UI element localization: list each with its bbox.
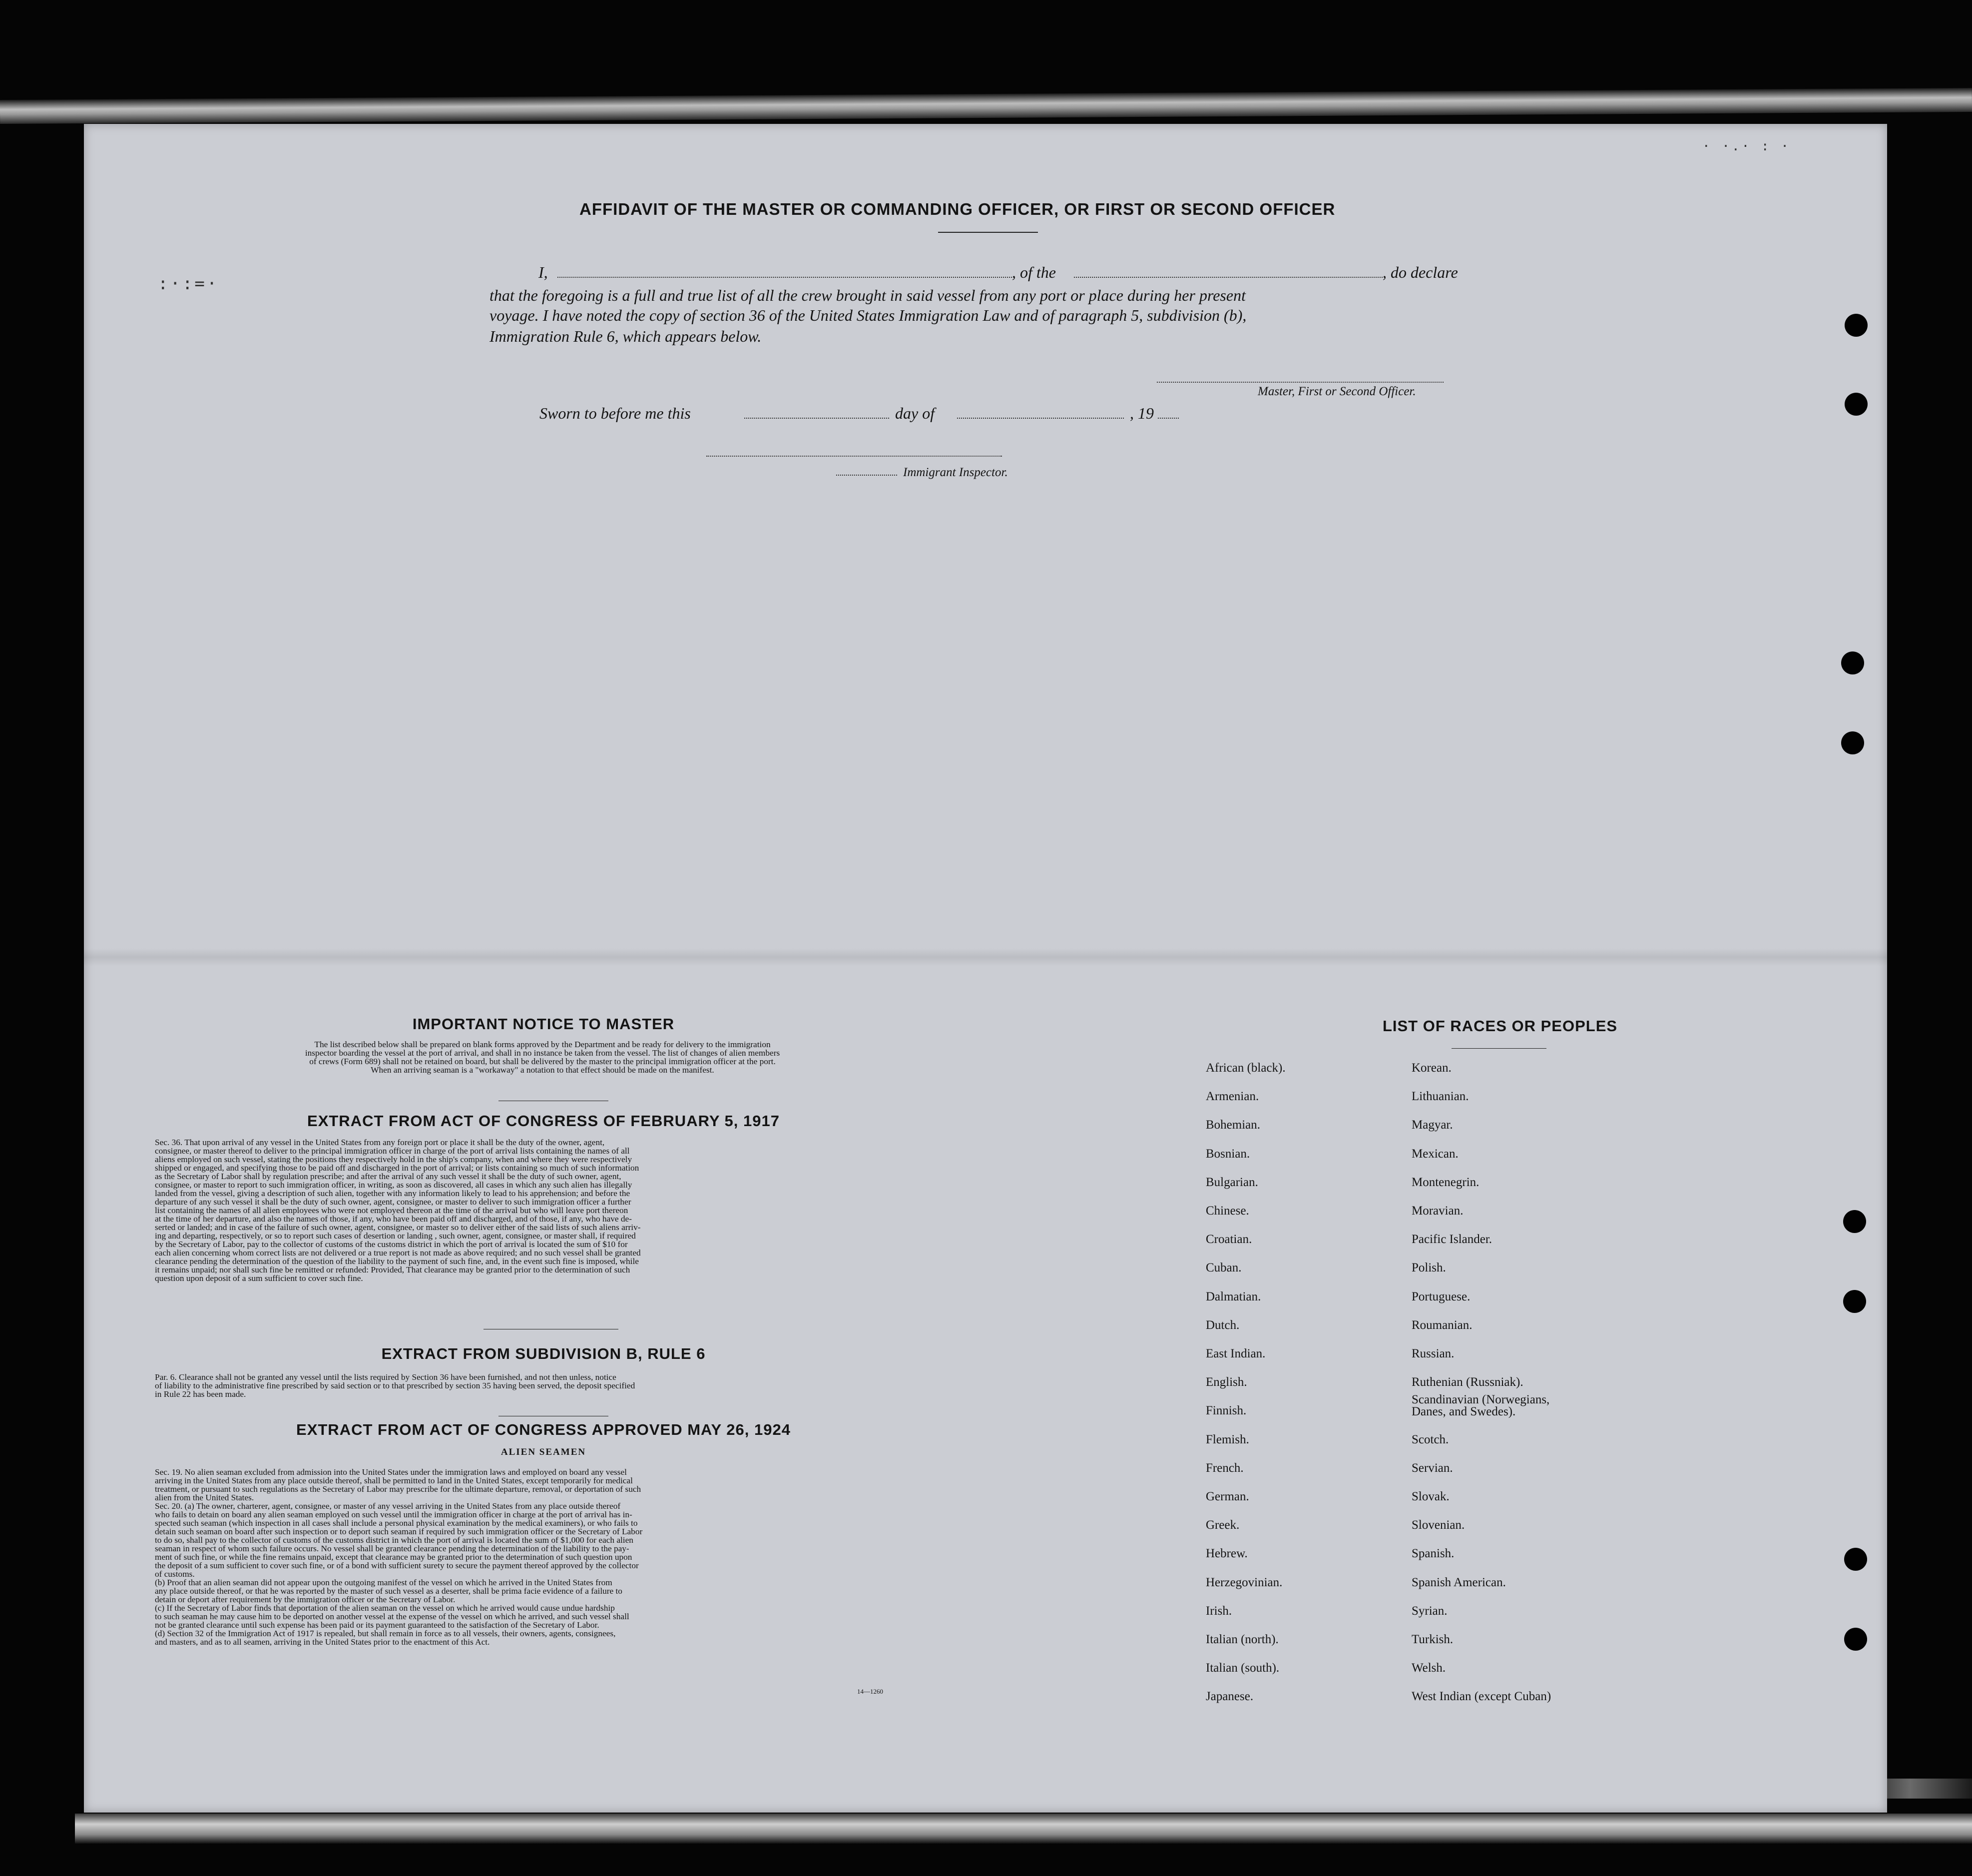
race-item: French. <box>1206 1461 1244 1475</box>
binder-hole <box>1844 1628 1867 1651</box>
race-item: Moravian. <box>1412 1204 1464 1218</box>
race-item: Polish. <box>1412 1261 1446 1275</box>
race-item: African (black). <box>1206 1061 1286 1075</box>
race-item: Welsh. <box>1412 1661 1446 1675</box>
races-heading: LIST OF RACES OR PEOPLES <box>1382 1017 1618 1035</box>
extract-1924-text: Sec. 19. No alien seaman excluded from admission into the United States under the immigration laws and employed on board any vessel arriving in the United States from any place outside thereof, shall be permitted to land in the United States, except temporarily for medical treatment, or pursuant to such regulations as the Secretary of Labor may prescribe for the ultimate departure, removal, or deportation of such alien from the United States. Sec. 20. (a) The owner, charterer, agent, consignee, or master of any vessel arriving in the United States from any place outside thereof who fails to detain on board any alien seaman employed on such vessel until the immigration officer in charge at the port of arrival has in- spected such seaman (which inspection in all cases shall include a personal physical examination by the medical examiners), or who fails to detain such seaman on board after such inspection or to deport such seaman if required by such immigration officer or the Secretary of Labor to do so, shall pay to the collector of customs of the customs district in which the port of arrival is located the sum of $1,000 for each alien seaman in respect of whom such failure occurs. No vessel shall be granted clearance pending the determination of the liability to the pay- ment of such fine, or while the fine remains unpaid, except that clearance may be granted prior to the determination of such question upon the deposit of a sum sufficient to cover such fine, or of a bond with sufficient surety to secure the payment thereof approved by the collector of customs. (b) Proof that an alien seaman did not appear upon the outgoing manifest of the vessel on which he arrived in the United States from any place outside thereof, or that he was reported by the master of such vessel as a deserter, shall be prima facie evidence of a failure to detain or deport after requirement by the immigration officer or the Secretary of Labor. (c) If the Secretary of Labor finds that deportation of the alien seaman on the vessel on which he arrived would cause undue hardship to such seaman he may cause him to be deported on another vessel at the expense of the vessel on which he arrived, and such vessel shall not be granted clearance until such expense has been paid or its payment guaranteed to the satisfaction of the Secretary of Labor. (d) Section 32 of the Immigration Act of 1917 is repealed, but shall remain in force as to all vessels, their owners, agents, consignees, and masters, and as to all seamen, arriving in the United States prior to the enactment of this Act. <box>155 1467 643 1647</box>
binder-hole <box>1845 393 1868 416</box>
page-fold <box>84 948 1887 966</box>
sworn-month-line <box>957 418 1124 419</box>
binder-hole <box>1841 731 1864 754</box>
race-item: East Indian. <box>1206 1347 1266 1360</box>
master-label: Master, First or Second Officer. <box>1258 385 1416 398</box>
film-edge-top <box>0 88 1972 124</box>
extract-1917-text: Sec. 36. That upon arrival of any vessel in the United States from any foreign port or place it shall be the duty of the owner, agent, consignee, or master thereof to deliver to the principal immigration officer in charge of the port of arrival lists containing the names of all aliens employed on such vessel, stating the positions they respectively hold in the ship's company, when and where they were respectively shipped or engaged, and specifying those to be paid off and discharged in the port of arrival; or lists containing so much of such information as the Secretary of Labor shall by regulation prescribe; and after the arrival of any such vessel it shall be the duty of such owner, agent, consignee, or master to report to such immigration officer, in writing, as soon as discovered, all cases in which any such alien has illegally landed from the vessel, giving a description of such alien, together with any information likely to lead to his apprehension; and before the departure of any such vessel it shall be the duty of such owner, agent, consignee, or master to deliver to such immigration officer a further list containing the names of all alien employees who were not employed thereon at the time of the arrival but who will leave port thereon at the time of her departure, and also the names of those, if any, who have been paid off and discharged, and of those, if any, who have de- serted or landed; and in case of the failure of such owner, agent, consignee, or master so to deliver either of the said lists of such aliens arriv- ing and departing, respectively, or so to report such cases of desertion or landing , such owner, agent, consignee, or master shall, if required by the Secretary of Labor, pay to the collector of customs of the customs district in which the port of arrival is located the sum of $10 for each alien concerning whom correct lists are not delivered or a true report is not made as above required; and no such vessel shall be granted clearance pending the determination of the question of the liability to the payment of such fine, and, in the event such fine is imposed, while it remains unpaid; nor shall such fine be remitted or refunded: Provided, That clearance may be granted prior to the determination of such question upon deposit of a sum sufficient to cover such fine. <box>155 1138 641 1283</box>
year-prefix: , 19 <box>1130 404 1154 422</box>
race-item: Bohemian. <box>1206 1118 1261 1132</box>
binder-hole <box>1843 1290 1866 1313</box>
race-item: Turkish. <box>1412 1633 1454 1646</box>
race-item: Bosnian. <box>1206 1147 1250 1161</box>
binder-hole <box>1843 1210 1866 1233</box>
extract-1924-subheading: ALIEN SEAMEN <box>500 1447 586 1457</box>
affidavit-title: AFFIDAVIT OF THE MASTER OR COMMANDING OFFICER, OR FIRST OR SECOND OFFICER <box>579 200 1336 218</box>
affidavit-line-4: Immigration Rule 6, which appears below. <box>490 327 762 345</box>
binder-hole <box>1844 1548 1867 1571</box>
extract-1917-heading: EXTRACT FROM ACT OF CONGRESS OF FEBRUARY 5, 1917 <box>307 1112 780 1130</box>
race-item: Finnish. <box>1206 1404 1247 1418</box>
race-item: German. <box>1206 1490 1249 1503</box>
race-item: Cuban. <box>1206 1261 1242 1275</box>
document-page <box>84 124 1887 1813</box>
title-underline <box>938 232 1038 233</box>
race-item: Pacific Islander. <box>1412 1233 1492 1247</box>
race-item: Herzegovinian. <box>1206 1575 1283 1589</box>
extract-1924-heading: EXTRACT FROM ACT OF CONGRESS APPROVED MAY 26, 1924 <box>296 1421 791 1438</box>
notice-text: The list described below shall be prepared on blank forms approved by the Department and be ready for delivery to the immigration inspector boarding the vessel at the port of arrival, and shall in no instance be taken from the vessel. The list of changes of alien members of crews (Form 689) shall not be retained on board, but shall be delivered by the master to the principal immigration officer at the port. When an arriving seaman is a "workaway" a notation to that effect should be made on the manifest. <box>305 1040 780 1075</box>
inspector-short-line <box>836 475 897 476</box>
race-item: Japanese. <box>1206 1690 1254 1704</box>
extract-rule6-heading: EXTRACT FROM SUBDIVISION B, RULE 6 <box>381 1345 706 1362</box>
race-item: Spanish. <box>1412 1547 1455 1561</box>
races-underline <box>1452 1048 1546 1049</box>
smudge-mark: · ·.· : · <box>1702 139 1791 154</box>
race-item: Armenian. <box>1206 1090 1259 1104</box>
sworn-prefix: Sworn to before me this <box>539 404 691 422</box>
race-item: Slovenian. <box>1412 1518 1465 1532</box>
race-item: English. <box>1206 1375 1247 1389</box>
race-item: Scotch. <box>1412 1432 1449 1446</box>
race-item: Syrian. <box>1412 1604 1448 1618</box>
race-item: Flemish. <box>1206 1432 1249 1446</box>
race-item: Italian (north). <box>1206 1633 1279 1646</box>
race-item: Greek. <box>1206 1518 1240 1532</box>
binder-hole <box>1841 651 1864 674</box>
master-signature-line <box>1157 382 1444 383</box>
race-item: Portuguese. <box>1412 1289 1471 1303</box>
notice-heading: IMPORTANT NOTICE TO MASTER <box>412 1015 675 1033</box>
race-item: Mexican. <box>1412 1147 1459 1161</box>
smudge-mark: :·:=· <box>158 274 219 294</box>
affidavit-line-2: that the foregoing is a full and true list of all the crew brought in said vessel from any port or place during her present <box>490 286 1246 304</box>
film-edge-bottom <box>75 1814 1972 1844</box>
race-item: Ruthenian (Russniak). <box>1412 1375 1523 1389</box>
race-item: Dalmatian. <box>1206 1289 1261 1303</box>
race-item: Servian. <box>1412 1461 1453 1475</box>
race-item: Chinese. <box>1206 1204 1249 1218</box>
affidavit-line-3: voyage. I have noted the copy of section 36 of the United States Immigration Law and of paragraph 5, subdivision (b), <box>490 306 1247 324</box>
race-item: Hebrew. <box>1206 1547 1248 1561</box>
sworn-year-line <box>1158 418 1179 419</box>
day-of: day of <box>895 404 935 422</box>
race-item: Bulgarian. <box>1206 1175 1258 1189</box>
form-number: 14—1260 <box>857 1688 883 1695</box>
inspector-label: Immigrant Inspector. <box>903 466 1008 479</box>
race-item: Roumanian. <box>1412 1318 1473 1332</box>
affidavit-do-declare: , do declare <box>1383 263 1458 281</box>
name-blank-line <box>557 277 1012 278</box>
race-item: West Indian (except Cuban) <box>1412 1690 1551 1704</box>
binder-hole <box>1845 314 1868 337</box>
extract-rule6-text: Par. 6. Clearance shall not be granted any vessel until the lists required by Section 36 have been furnished, and not then unless, notice of liability to the administrative fine prescribed by said section or to that prescribed by section 35 having been served, the deposit specified in Rule 22 has been made. <box>155 1372 635 1399</box>
race-item: Slovak. <box>1412 1490 1450 1503</box>
vessel-blank-line <box>1074 277 1383 278</box>
race-item: Dutch. <box>1206 1318 1240 1332</box>
race-item: Lithuanian. <box>1412 1090 1469 1104</box>
affidavit-i: I, <box>538 263 548 281</box>
sworn-day-line <box>744 418 889 419</box>
race-item: Russian. <box>1412 1347 1455 1360</box>
race-item: Croatian. <box>1206 1233 1252 1247</box>
race-item: Korean. <box>1412 1061 1452 1075</box>
affidavit-of-the: , of the <box>1012 263 1056 281</box>
race-item: Scandinavian (Norwegians, Danes, and Swedes). <box>1412 1393 1550 1419</box>
race-item: Irish. <box>1206 1604 1232 1618</box>
race-item: Italian (south). <box>1206 1661 1280 1675</box>
inspector-signature-line <box>706 456 1002 457</box>
race-item: Magyar. <box>1412 1118 1453 1132</box>
race-item: Montenegrin. <box>1412 1175 1479 1189</box>
race-item: Spanish American. <box>1412 1575 1506 1589</box>
